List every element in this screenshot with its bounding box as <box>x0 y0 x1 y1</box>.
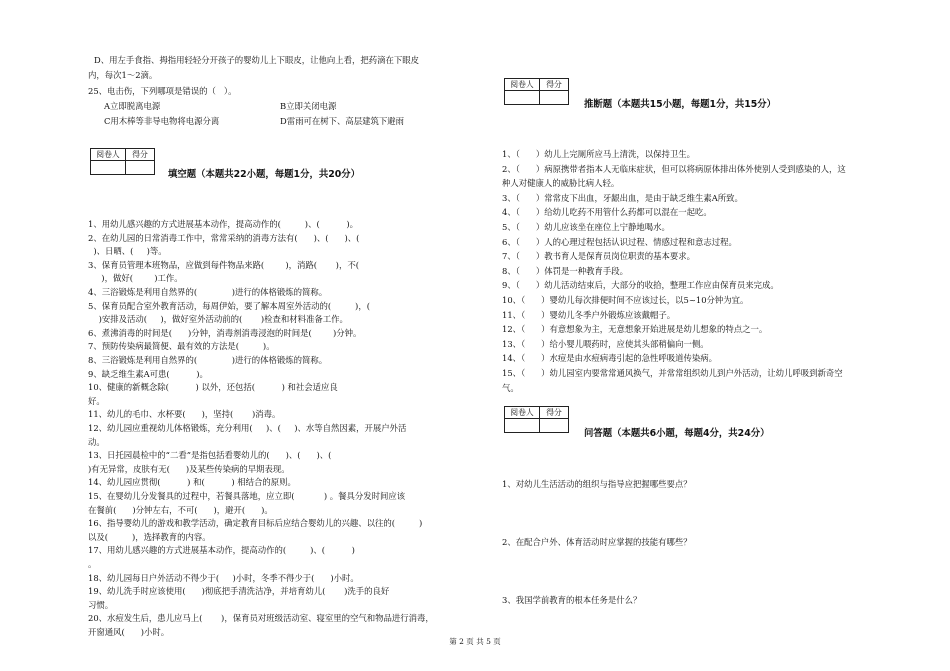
judge-line: 4、（ ）给幼儿吃药不用管什么药都可以混在一起吃。 <box>502 207 712 218</box>
section-title-fill: 填空题（本题共22小题，每题1分，共20分） <box>168 169 360 180</box>
judge-line: 13、（ ）给小婴儿喂药时，应使其头部稍偏向一侧。 <box>502 338 709 349</box>
fill-blank-line: 1、用幼儿感兴趣的方式进展基本动作，提高动作的( )、( )。 <box>88 219 358 229</box>
score-box-judge <box>504 78 569 105</box>
judge-line: 12、（ ）有意想象为主，无意想象开始进展是幼儿想象的特点之一。 <box>502 324 768 335</box>
score-cell <box>540 419 569 433</box>
fill-blank-line: 12、幼儿园应重视幼儿体格锻炼，充分利用( )、( )、水等自然因素，开展户外活 <box>88 423 407 433</box>
judge-line: 11、（ ）婴幼儿冬季户外锻炼应该戴帽子。 <box>502 309 676 320</box>
fill-blank-line: 。 <box>88 559 97 569</box>
score-label: 得分 <box>540 79 569 91</box>
fill-blank-line: )、日晒、( )等。 <box>88 246 167 257</box>
score-box-qa <box>504 406 569 433</box>
judge-line: 9、（ ）幼儿活动结束后，大部分的收拾，整理工作应由保育员来完成。 <box>502 280 779 291</box>
fill-blank-line: 20、水痘发生后，患儿应马上( )，保育员对班级活动室、寝室里的空气和物品进行消毒， <box>88 613 434 624</box>
fill-blank-line: 7、预防传染病最简便、最有效的方法是( )。 <box>88 341 275 352</box>
fill-blank-line: 动。 <box>88 436 105 447</box>
fill-blank-line: 6、煮沸消毒的时间是( )分钟，消毒剂消毒浸泡的时间是( )分钟。 <box>88 327 362 338</box>
q25-option-c: C用木棒等非导电物将电源分离 <box>104 116 220 126</box>
judge-line: 7、（ ）教书育人是保育员岗位职责的基本要求。 <box>502 251 695 262</box>
fill-blank-line: 14、幼儿园应贯彻( ) 和( ) 相结合的原则。 <box>88 477 296 488</box>
judge-line: 2、（ ）病原携带者指本人无临床症状，但可以将病原体排出体外使别人受到感染的人，这 <box>502 163 846 174</box>
q25-stem: 25、电击伤，下列哪项是错误的（ ）。 <box>88 86 237 96</box>
reviewer-label: 阅卷人 <box>91 149 126 161</box>
qa-item: 1、对幼儿生活活动的组织与指导应把握哪些要点？ <box>502 479 692 489</box>
score-label: 得分 <box>540 407 569 419</box>
section-title-judge: 推断题（本题共15小题，每题1分，共15分） <box>584 99 776 110</box>
qa-item: 3、我国学前教育的根本任务是什么？ <box>502 595 642 605</box>
fill-blank-line: 5、保育员配合室外教育活动，每周伊始，要了解本周室外活动的( )，( <box>88 300 386 311</box>
judge-line: 14、（ ）水痘是由水痘病毒引起的急性呼吸道传染病。 <box>502 353 718 364</box>
reviewer-label: 阅卷人 <box>505 79 540 91</box>
fill-blank-line: )有无异常，皮肤有无( )及某些传染病的早期表现。 <box>88 463 290 474</box>
fill-blank-line: 以及( )，选择教育的内容。 <box>88 531 211 542</box>
fill-blank-line: 17、用幼儿感兴趣的方式进展基本动作，提高动作的( )、( ) <box>88 545 355 556</box>
fill-blank-line: 16、指导婴幼儿的游戏和教学活动，确定教育目标后应结合婴幼儿的兴趣、以往的( ) <box>88 518 423 529</box>
score-cell <box>126 161 155 175</box>
reviewer-cell <box>505 91 540 105</box>
fill-blank-line: )安排及活动( )，做好室外活动前的( )检查和材料准备工作。 <box>88 314 348 325</box>
qa-item: 2、在配合户外、体育活动时应掌握的技能有哪些？ <box>502 537 692 547</box>
score-cell <box>540 91 569 105</box>
fill-blank-line: 8、三浴锻炼是利用自然界的( )进行的体格锻炼的简称。 <box>88 355 328 365</box>
judge-line: 15、（ ）幼儿园室内要常常通风换气，并常常组织幼儿到户外活动，让幼儿呼吸到新奇空 <box>502 368 843 378</box>
fill-blank-line: 11、幼儿的毛巾、水杯要( )，坚持( )消毒。 <box>88 409 281 420</box>
fill-blank-line: 18、幼儿园每日户外活动不得少于( )小时，冬季不得少于( )小时。 <box>88 572 359 583</box>
q25-option-b: B立即关闭电源 <box>280 101 337 111</box>
judge-line: 5、（ ）幼儿应该坐在座位上宁静地喝水。 <box>502 222 670 232</box>
judge-line: 3、（ ）常常皮下出血，牙龈出血，是由于缺乏维生素A所致。 <box>502 192 743 203</box>
fill-blank-line: 习惯。 <box>88 599 114 610</box>
fill-blank-line: 15、在婴幼儿分发餐具的过程中，若餐具落地，应立即( ) 。餐具分发时间应该 <box>88 491 406 501</box>
reviewer-cell <box>505 419 540 433</box>
judge-line: 1、（ ）幼儿上完厕所应马上清洗，以保持卫生。 <box>502 149 695 159</box>
q25-option-a: A立即脱离电源 <box>104 101 161 111</box>
fill-blank-line: 开窗通风( )小时。 <box>88 627 170 637</box>
fill-blank-line: 在餐前( )分钟左右，不可( )，避开( )。 <box>88 504 273 515</box>
section-title-qa: 问答题（本题共6小题，每题4分，共24分） <box>584 428 770 439</box>
reviewer-label: 阅卷人 <box>505 407 540 419</box>
q24-option-d-cont: 内，每次1～2滴。 <box>88 70 158 80</box>
fill-blank-line: 10、健康的新概念除( ) 以外，还包括( ) 和社会适应良 <box>88 382 338 393</box>
judge-line: 8、（ ）体罚是一种教育手段。 <box>502 265 628 276</box>
reviewer-cell <box>91 161 126 175</box>
page-footer: 第 2 页 共 5 页 <box>449 637 501 646</box>
fill-blank-line: 2、在幼儿园的日常消毒工作中，常常采纳的消毒方法有( )、( )、( <box>88 232 371 243</box>
fill-blank-line: )，做好( )工作。 <box>88 273 183 284</box>
judge-line: 6、（ ）人的心理过程包括认识过程、情感过程和意志过程。 <box>502 236 737 247</box>
score-label: 得分 <box>126 149 155 161</box>
judge-line: 10、（ ）婴幼儿每次排便时间不应该过长，以5~10分钟为宜。 <box>502 295 749 305</box>
q24-option-d: D、用左手食指、拇指用轻轻分开孩子的婴幼儿上下眼皮，让他向上看，把药滴在下眼皮 <box>94 55 419 65</box>
fill-blank-line: 9、缺乏维生素A可患( )。 <box>88 368 208 379</box>
judge-line: 气。 <box>502 382 519 393</box>
q25-option-d: D雷雨可在树下、高层建筑下避雨 <box>280 116 404 126</box>
fill-blank-line: 4、三浴锻炼是利用自然界的( )进行的体格锻炼的简称。 <box>88 287 328 297</box>
fill-blank-line: 19、幼儿洗手时应该使用( )彻底把手清洗洁净，并培育幼儿( )洗手的良好 <box>88 586 390 597</box>
fill-blank-line: 13、日托园晨检中的“二看”是指包括看婴幼儿的( )、( )、( <box>88 450 348 461</box>
score-box-fill <box>90 148 155 175</box>
fill-blank-line: 3、保育员管理本班物品，应做到每件物品来路( )，消路( )，不( <box>88 259 365 270</box>
fill-blank-line: 好。 <box>88 395 105 406</box>
judge-line: 种人对健康人的威胁比病人轻。 <box>502 178 620 189</box>
